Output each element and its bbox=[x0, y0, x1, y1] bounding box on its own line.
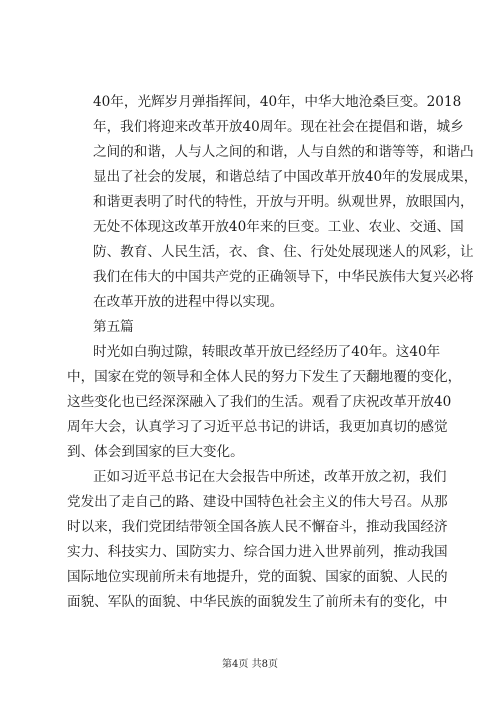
text-line: 我们在伟大的中国共产党的正确领导下，中华民族伟大复兴必将 bbox=[93, 269, 474, 285]
paragraph-2 bbox=[67, 340, 462, 465]
text-line: 时光如白驹过隙，转眼改革开放已经经历了40年。这40年 bbox=[93, 344, 441, 360]
text-line: 40年，光辉岁月弹指挥间，40年，中华大地沧桑巨变。2018 bbox=[93, 94, 462, 110]
paragraph-1 bbox=[93, 90, 478, 315]
text-line: 在改革开放的进程中得以实现。 bbox=[93, 294, 284, 310]
text-line: 到、体会到国家的巨大变化。 bbox=[67, 444, 244, 460]
page-number-footer: 第4页 共8页 bbox=[222, 659, 278, 670]
text-line: 党发出了走自己的路、建设中国特色社会主义的伟大号召。从那 bbox=[67, 494, 448, 510]
text-line: 防、教育、人民生活，衣、食、住、行处处展现迷人的风彩，让 bbox=[93, 244, 474, 260]
text-line: 时以来，我们党团结带领全国各族人民不懈奋斗，推动我国经济 bbox=[67, 519, 448, 535]
text-line: 这些变化也已经深深融入了我们的生活。观看了庆祝改革开放40 bbox=[67, 394, 452, 410]
paragraph-3 bbox=[67, 465, 448, 615]
document-body bbox=[67, 90, 478, 615]
text-line: 中，国家在党的领导和全体人民的努力下发生了天翻地覆的变化， bbox=[67, 369, 462, 385]
text-line: 之间的和谐，人与人之间的和谐，人与自然的和谐等等，和谐凸 bbox=[93, 144, 474, 160]
text-line: 年，我们将迎来改革开放40周年。现在社会在提倡和谐，城乡 bbox=[93, 119, 464, 135]
text-line: 和谐更表明了时代的特性，开放与开明。纵观世界，放眼国内， bbox=[93, 194, 474, 210]
text-line: 国际地位实现前所未有地提升，党的面貌、国家的面貌、人民的 bbox=[67, 569, 448, 585]
text-line: 正如习近平总书记在大会报告中所述，改革开放之初，我们 bbox=[93, 469, 447, 485]
text-line: 面貌、军队的面貌、中华民族的面貌发生了前所未有的变化，中 bbox=[67, 594, 448, 610]
section-heading: 第五篇 bbox=[93, 319, 134, 335]
text-line: 周年大会，认真学习了习近平总书记的讲话，我更加真切的感觉 bbox=[67, 419, 448, 435]
text-line: 无处不体现这改革开放40年来的巨变。工业、农业、交通、国 bbox=[93, 219, 464, 235]
text-line: 显出了社会的发展，和谐总结了中国改革开放40年的发展成果， bbox=[93, 169, 478, 185]
text-line: 实力、科技实力、国防实力、综合国力进入世界前列，推动我国 bbox=[67, 544, 448, 560]
